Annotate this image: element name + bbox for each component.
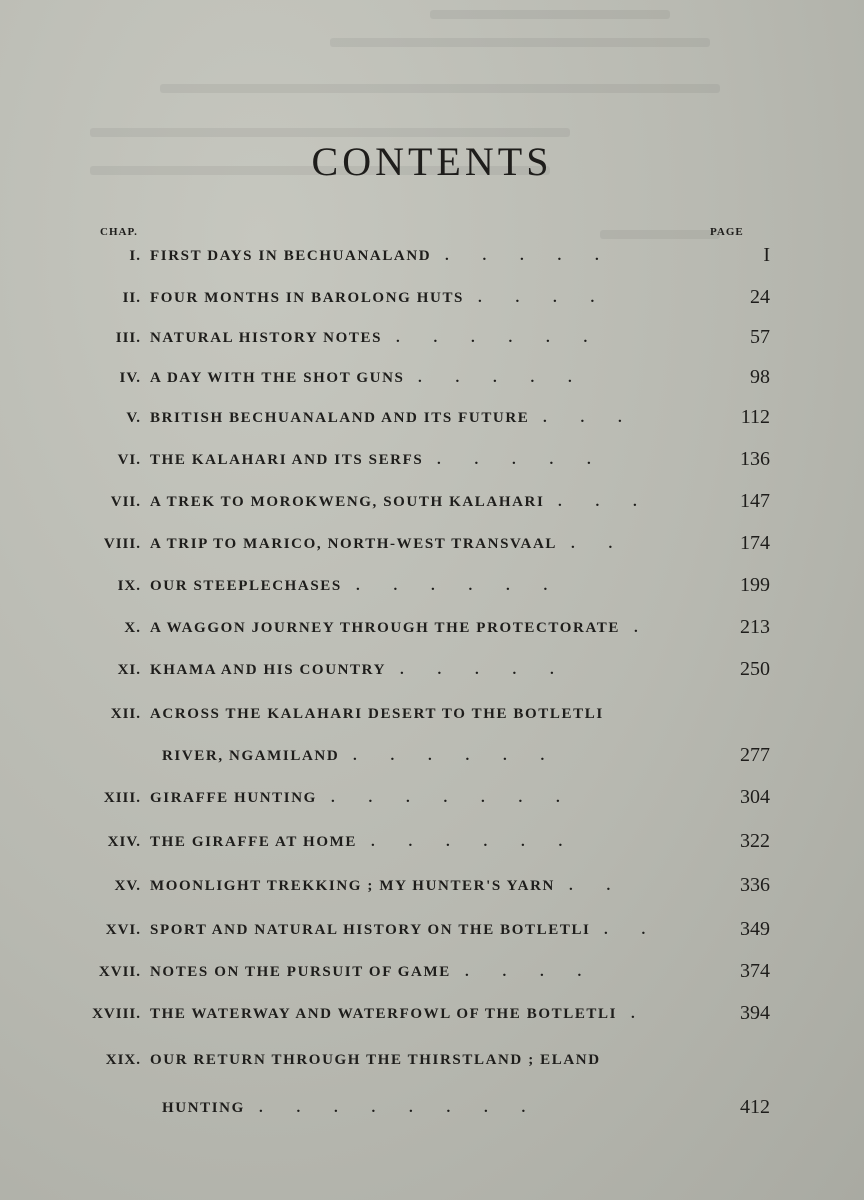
toc-row (0, 326, 864, 360)
page-number: 147 (740, 490, 770, 512)
toc-row (0, 574, 864, 608)
page-number: 112 (740, 406, 770, 428)
chapter-title: SPORT AND NATURAL HISTORY ON THE BOTLETLI (150, 922, 591, 938)
page-number: 250 (740, 658, 770, 680)
page-number: 174 (740, 532, 770, 554)
toc-row (0, 1002, 864, 1036)
chapter-number: XV. (114, 878, 141, 894)
chapter-title: THE WATERWAY AND WATERFOWL OF THE BOTLETLI (150, 1006, 618, 1022)
toc-row (0, 244, 864, 278)
leader-dots: . . . . . (445, 248, 599, 264)
leader-dots: . . (569, 878, 611, 894)
show-through-text (0, 0, 864, 240)
chapter-number: XVI. (105, 922, 141, 938)
chapter-column-header: CHAP. (100, 226, 138, 238)
chapter-title: MOONLIGHT TREKKING ; MY HUNTER'S YARN (150, 878, 555, 894)
chapter-title: NATURAL HISTORY NOTES (150, 330, 383, 346)
chapter-title: BRITISH BECHUANALAND AND ITS FUTURE (150, 410, 530, 426)
leader-dots: . . . . . . (356, 578, 548, 594)
page-number: 213 (740, 616, 770, 638)
toc-row-continued (0, 1096, 864, 1130)
chapter-number: XVIII. (92, 1006, 141, 1022)
leader-dots: . . . . (478, 290, 595, 306)
leader-dots: . . . . . . (396, 330, 588, 346)
leader-dots: . (631, 1006, 635, 1022)
page-number: 412 (740, 1096, 770, 1118)
toc-row (0, 490, 864, 524)
toc-row (0, 448, 864, 482)
leader-dots: . . . . . . . . (259, 1100, 526, 1116)
chapter-title: GIRAFFE HUNTING (150, 790, 317, 806)
toc-row (0, 706, 864, 736)
toc-row (0, 918, 864, 952)
chapter-title: A TREK TO MOROKWENG, SOUTH KALAHARI (150, 494, 545, 510)
chapter-title: THE KALAHARI AND ITS SERFS (150, 452, 424, 468)
chapter-number: IV. (119, 370, 141, 386)
toc-row (0, 658, 864, 692)
chapter-title: KHAMA AND HIS COUNTRY (150, 662, 387, 678)
page-number: 24 (750, 286, 770, 308)
chapter-title: NOTES ON THE PURSUIT OF GAME (150, 964, 451, 980)
page-number: I (763, 244, 770, 266)
leader-dots: . . . . . (437, 452, 591, 468)
chapter-title-continued: RIVER, NGAMILAND (162, 748, 340, 764)
toc-row (0, 406, 864, 440)
chapter-number: XIX. (105, 1052, 141, 1068)
page-number: 199 (740, 574, 770, 596)
chapter-number: V. (126, 410, 141, 426)
page-number: 322 (740, 830, 770, 852)
toc-row (0, 786, 864, 820)
leader-dots: . (634, 620, 638, 636)
page-column-header: PAGE (710, 226, 744, 238)
toc-row (0, 286, 864, 320)
page-number: 277 (740, 744, 770, 766)
toc-row (0, 960, 864, 994)
leader-dots: . . . . (465, 964, 582, 980)
chapter-number: XIV. (107, 834, 141, 850)
page-title: CONTENTS (311, 139, 553, 184)
chapter-title: FOUR MONTHS IN BAROLONG HUTS (150, 290, 464, 306)
toc-row (0, 1052, 864, 1082)
chapter-title: OUR RETURN THROUGH THE THIRSTLAND ; ELAND (150, 1052, 601, 1068)
chapter-number: VII. (110, 494, 141, 510)
toc-row (0, 616, 864, 650)
page-number: 98 (750, 366, 770, 388)
page-number: 336 (740, 874, 770, 896)
chapter-number: VI. (117, 452, 141, 468)
chapter-number: XI. (117, 662, 141, 678)
chapter-title-continued: HUNTING (162, 1100, 245, 1116)
page-number: 57 (750, 326, 770, 348)
chapter-title: A TRIP TO MARICO, NORTH-WEST TRANSVAAL (150, 536, 558, 552)
toc-row (0, 874, 864, 908)
leader-dots: . . . (558, 494, 637, 510)
toc-row (0, 830, 864, 864)
toc-row (0, 532, 864, 566)
page-number: 136 (740, 448, 770, 470)
chapter-title: THE GIRAFFE AT HOME (150, 834, 357, 850)
leader-dots: . . (571, 536, 613, 552)
page-number: 374 (740, 960, 770, 982)
toc-row (0, 366, 864, 400)
leader-dots: . . . . . (400, 662, 554, 678)
leader-dots: . . (604, 922, 646, 938)
leader-dots: . . . . . . (371, 834, 563, 850)
chapter-number: II. (122, 290, 141, 306)
page-number: 304 (740, 786, 770, 808)
chapter-number: I. (129, 248, 141, 264)
chapter-number: VIII. (103, 536, 141, 552)
page-number: 349 (740, 918, 770, 940)
leader-dots: . . . . . . (353, 748, 545, 764)
chapter-title: A DAY WITH THE SHOT GUNS (150, 370, 405, 386)
leader-dots: . . . . . (418, 370, 572, 386)
chapter-number: X. (124, 620, 141, 636)
chapter-title: OUR STEEPLECHASES (150, 578, 342, 594)
chapter-title: ACROSS THE KALAHARI DESERT TO THE BOTLETLI (150, 706, 604, 722)
leader-dots: . . . . . . . (331, 790, 560, 806)
chapter-number: XIII. (103, 790, 141, 806)
leader-dots: . . . (543, 410, 622, 426)
chapter-number: XII. (110, 706, 141, 722)
toc-row-continued (0, 744, 864, 778)
chapter-title: A WAGGON JOURNEY THROUGH THE PROTECTORATE (150, 620, 620, 636)
chapter-number: III. (115, 330, 141, 346)
chapter-title: FIRST DAYS IN BECHUANALAND (150, 248, 432, 264)
chapter-number: XVII. (98, 964, 141, 980)
page-number: 394 (740, 1002, 770, 1024)
chapter-number: IX. (117, 578, 141, 594)
